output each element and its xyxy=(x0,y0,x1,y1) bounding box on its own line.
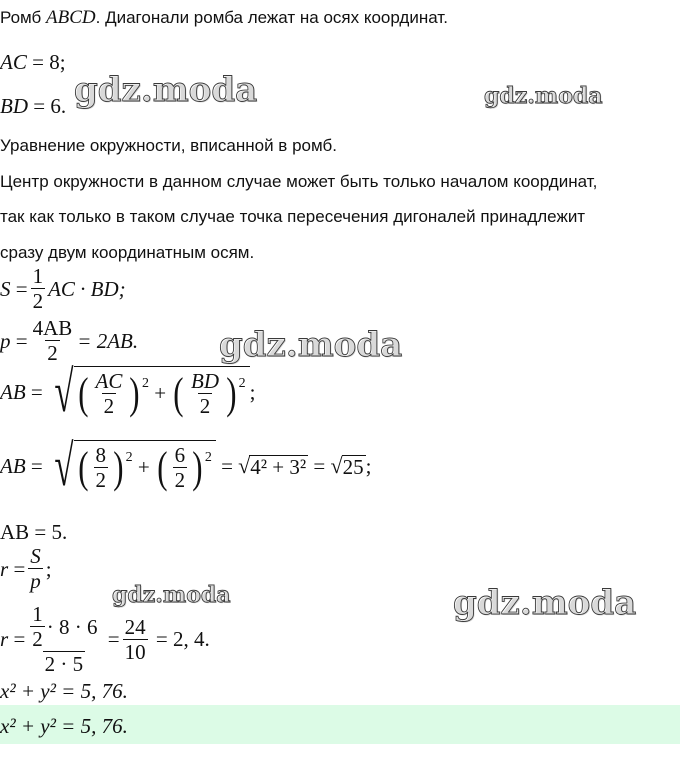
intro-label: Ромб xyxy=(0,8,42,27)
radius-calculation: r = $\frac{1}{2}$ · 8 · 6 2 · 5 = $\frac{24}{10}$ = 2, 4. xyxy=(0,602,210,676)
radius-calc-lhs: r xyxy=(0,627,9,651)
radius-def-end: ; xyxy=(45,556,52,581)
given-ac-rhs: 8; xyxy=(49,50,66,74)
radius-calc-den: 2 · 5 xyxy=(44,652,84,676)
ab-general-lhs: AB xyxy=(0,379,26,404)
ab-numeric-d1: 2 xyxy=(95,467,106,492)
area-lhs: S xyxy=(0,276,11,301)
given-bd: BD = 6. xyxy=(0,94,67,118)
perimeter-lhs: p xyxy=(0,328,11,353)
given-ac: AC = 8; xyxy=(0,50,66,74)
ab-numeric-lhs: AB xyxy=(0,453,26,478)
radius-calc-num2: 24 xyxy=(124,614,146,639)
watermark-logo: gdz.moda xyxy=(219,325,403,365)
radius-inner-rest: · 8 · 6 xyxy=(46,614,98,639)
radicand-general: ( $\frac{AC}{2}$ ) 2 + ( $\frac{BD}{2}$ ) 2 xyxy=(74,366,250,418)
radius-inner-num: 1 xyxy=(32,602,43,626)
area-num: 1 xyxy=(32,264,44,288)
area-formula: S = $\frac{1}{2}$ AC · BD; xyxy=(0,264,126,313)
ab-numeric-n2: 6 xyxy=(174,442,186,467)
perimeter-formula: p = $\frac{4AB}{2}$ = 2AB. xyxy=(0,316,139,365)
perimeter-rest: = 2AB. xyxy=(77,328,139,353)
rhombus-name: ABCD xyxy=(46,7,96,28)
ab-general-d1: 2 xyxy=(103,393,115,418)
watermark-logo: gdz.moda xyxy=(74,70,258,110)
sqrt-numeric xyxy=(48,433,216,498)
radical-sign-icon: √ xyxy=(54,359,74,424)
ab-general-n2: BD xyxy=(191,368,219,393)
radius-definition: r = $\frac{S}{p}$ ; xyxy=(0,544,52,593)
ab-numeric-last: 25 xyxy=(342,454,364,479)
radius-calc-end: = 2, 4. xyxy=(155,627,210,651)
given-bd-lhs: BD xyxy=(0,94,28,118)
ab-result: AB = 5. xyxy=(0,520,68,544)
circle-equation-text: x² + y² = 5, 76. xyxy=(0,679,128,703)
answer-equation xyxy=(0,716,128,737)
radius-def-lhs: r xyxy=(0,556,9,581)
perimeter-num: 4AB xyxy=(32,316,73,340)
given-bd-rhs: 6. xyxy=(50,94,67,118)
radical-sign-small-icon: √ xyxy=(238,453,251,479)
ab-general-n1: AC xyxy=(95,368,123,393)
area-rest: AC · BD; xyxy=(48,276,126,301)
watermark-logo: gdz.moda xyxy=(453,583,637,623)
radicand-numeric: ( $\frac{8}{2}$ ) 2 + ( $\frac{6}{2}$ ) 2 xyxy=(74,440,216,492)
radius-calc-fraction-2 xyxy=(123,614,148,664)
radius-calc-fraction xyxy=(28,604,99,675)
area-den: 2 xyxy=(32,289,44,313)
ab-numeric-d2: 2 xyxy=(174,467,186,492)
ab-numeric-end: ; xyxy=(365,453,372,478)
radius-calc-den2: 10 xyxy=(124,639,146,664)
ab-general-end: ; xyxy=(249,379,256,404)
area-fraction xyxy=(31,266,46,312)
answer-equation-text: x² + y² = 5, 76. xyxy=(0,714,128,738)
perimeter-fraction xyxy=(31,318,75,364)
explanation-line-1: Центр окружности в данном случае может быть только началом координат, xyxy=(0,172,598,191)
explanation-line-3: сразу двум координатным осям. xyxy=(0,243,255,262)
section-heading: Уравнение окружности, вписанной в ромб. xyxy=(0,136,337,155)
given-ac-lhs: AC xyxy=(0,50,27,74)
radius-def-den: p xyxy=(30,569,41,593)
radical-sign-icon: √ xyxy=(54,433,74,498)
ab-numeric-formula: AB = √ ( $\frac{8}{2}$ ) 2 + ( $\frac{6}{2}$ ) 2 = √ 4² + 3² = √ 25 ; xyxy=(0,433,372,498)
explanation-line-2: так как только в таком случае точка пересечения дигоналей принадлежит xyxy=(0,207,586,226)
circle-equation xyxy=(0,681,128,702)
ab-general-d2: 2 xyxy=(199,393,211,418)
radius-def-num: S xyxy=(30,544,41,568)
radical-sign-small-icon: √ xyxy=(330,453,343,479)
watermark-logo: gdz.moda xyxy=(112,582,231,608)
ab-general-formula: AB = √ ( $\frac{AC}{2}$ ) 2 + ( $\frac{BD}{2}$ ) 2 ; xyxy=(0,359,256,424)
perimeter-den: 2 xyxy=(47,341,58,365)
ab-numeric-mid: 4² + 3² xyxy=(250,454,307,479)
radius-inner-den: 2 xyxy=(32,627,43,651)
ab-numeric-n1: 8 xyxy=(95,442,106,467)
sqrt-general xyxy=(48,359,250,424)
radius-def-fraction xyxy=(28,546,43,592)
intro-line xyxy=(0,8,448,27)
intro-rest: . Диагонали ромба лежат на осях координат. xyxy=(95,8,448,27)
watermark-logo: gdz.moda xyxy=(484,83,603,109)
